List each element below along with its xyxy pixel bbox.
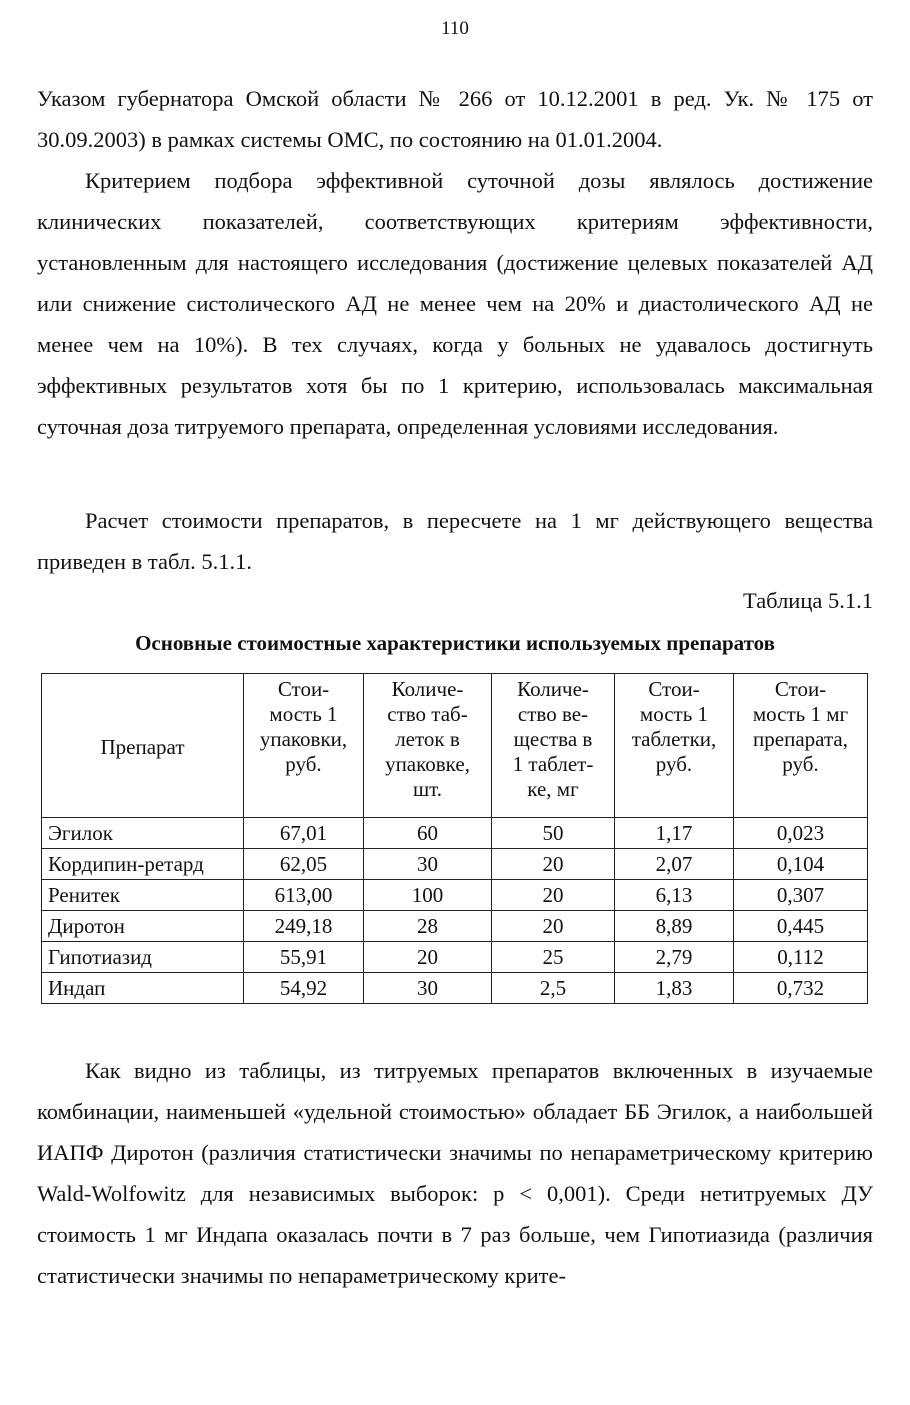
- paragraph-cost-calculation: Расчет стоимости препаратов, в пересчете на 1 мг действующего вещества приведен в табл. 5.1.1.: [37, 508, 873, 574]
- package-cost: 67,01: [244, 818, 364, 849]
- mg-cost: 0,732: [734, 973, 868, 1004]
- tablet-cost: 2,07: [615, 849, 734, 880]
- substance-mg: 25: [492, 942, 615, 973]
- tablets-count: 20: [364, 942, 492, 973]
- tablets-count: 30: [364, 849, 492, 880]
- header-tablets-per-package: Количе- ство таб- леток в упаковке, шт.: [364, 674, 492, 818]
- table-row: [42, 818, 868, 849]
- header-tablet-cost: Стои- мость 1 таблетки, руб.: [615, 674, 734, 818]
- tablet-cost: 8,89: [615, 911, 734, 942]
- header-substance-per-tablet: Количе- ство ве- щества в 1 таблет- ке, мг: [492, 674, 615, 818]
- mg-cost: 0,104: [734, 849, 868, 880]
- substance-mg: 20: [492, 880, 615, 911]
- substance-mg: 20: [492, 911, 615, 942]
- tablets-count: 28: [364, 911, 492, 942]
- mg-cost: 0,023: [734, 818, 868, 849]
- package-cost: 55,91: [244, 942, 364, 973]
- substance-mg: 20: [492, 849, 615, 880]
- substance-mg: 50: [492, 818, 615, 849]
- table-title: Основные стоимостные характеристики используемых препаратов: [135, 631, 775, 655]
- tablet-cost: 1,17: [615, 818, 734, 849]
- tablet-cost: 2,79: [615, 942, 734, 973]
- table-label: Таблица 5.1.1: [743, 588, 873, 613]
- cost-table: [41, 673, 868, 1004]
- mg-cost: 0,112: [734, 942, 868, 973]
- paragraph-intro: Указом губернатора Омской области № 266 от 10.12.2001 в ред. Ук. № 175 от 30.09.2003) в рамках системы ОМС, по состоянию на 01.01.2004.: [37, 86, 873, 152]
- drug-name: Кордипин-ретард: [42, 849, 244, 880]
- package-cost: 54,92: [244, 973, 364, 1004]
- drug-name: Индап: [42, 973, 244, 1004]
- tablets-count: 100: [364, 880, 492, 911]
- package-cost: 62,05: [244, 849, 364, 880]
- paragraph-dose-criteria: Критерием подбора эффективной суточной дозы являлось достижение клинических показателей, соответствующих критериям эффективности, установленным для настоящего исследования (достижение целевых показателей АД или снижение систолического АД не менее чем на 20% и диастолического АД не менее чем на 10%). В тех случаях, когда у больных не удавалось достигнуть эффективных результатов хотя бы по 1 критерию, использовалась максимальная суточная доза титруемого препарата, определенная условиями исследования.: [37, 168, 873, 439]
- tablet-cost: 6,13: [615, 880, 734, 911]
- table-row: [42, 849, 868, 880]
- package-cost: 613,00: [244, 880, 364, 911]
- table-row: [42, 942, 868, 973]
- mg-cost: 0,445: [734, 911, 868, 942]
- tablets-count: 60: [364, 818, 492, 849]
- tablets-count: 30: [364, 973, 492, 1004]
- table-row: [42, 911, 868, 942]
- table-header-row: [42, 674, 868, 818]
- drug-name: Диротон: [42, 911, 244, 942]
- drug-name: Гипотиазид: [42, 942, 244, 973]
- paragraph-conclusion: Как видно из таблицы, из титруемых препаратов включенных в изучаемые комбинации, наименьшей «удельной стоимостью» обладает ББ Эгилок, а наибольшей ИАПФ Диротон (различия статистически значимы по непараметрическому критерию Wald-Wolfowitz для независимых выборок: p < 0,001). Среди нетитруемых ДУ стоимость 1 мг Индапа оказалась почти в 7 раз больше, чем Гипотиазида (различия статистически значимы по непараметрическому крите-: [37, 1058, 873, 1288]
- header-drug: Препарат: [42, 674, 244, 818]
- substance-mg: 2,5: [492, 973, 615, 1004]
- mg-cost: 0,307: [734, 880, 868, 911]
- package-cost: 249,18: [244, 911, 364, 942]
- header-package-cost: Стои- мость 1 упаковки, руб.: [244, 674, 364, 818]
- tablet-cost: 1,83: [615, 973, 734, 1004]
- drug-name: Ренитек: [42, 880, 244, 911]
- page-number: 110: [441, 18, 469, 39]
- table-row: [42, 973, 868, 1004]
- header-mg-cost: Стои- мость 1 мг препарата, руб.: [734, 674, 868, 818]
- drug-name: Эгилок: [42, 818, 244, 849]
- table-row: [42, 880, 868, 911]
